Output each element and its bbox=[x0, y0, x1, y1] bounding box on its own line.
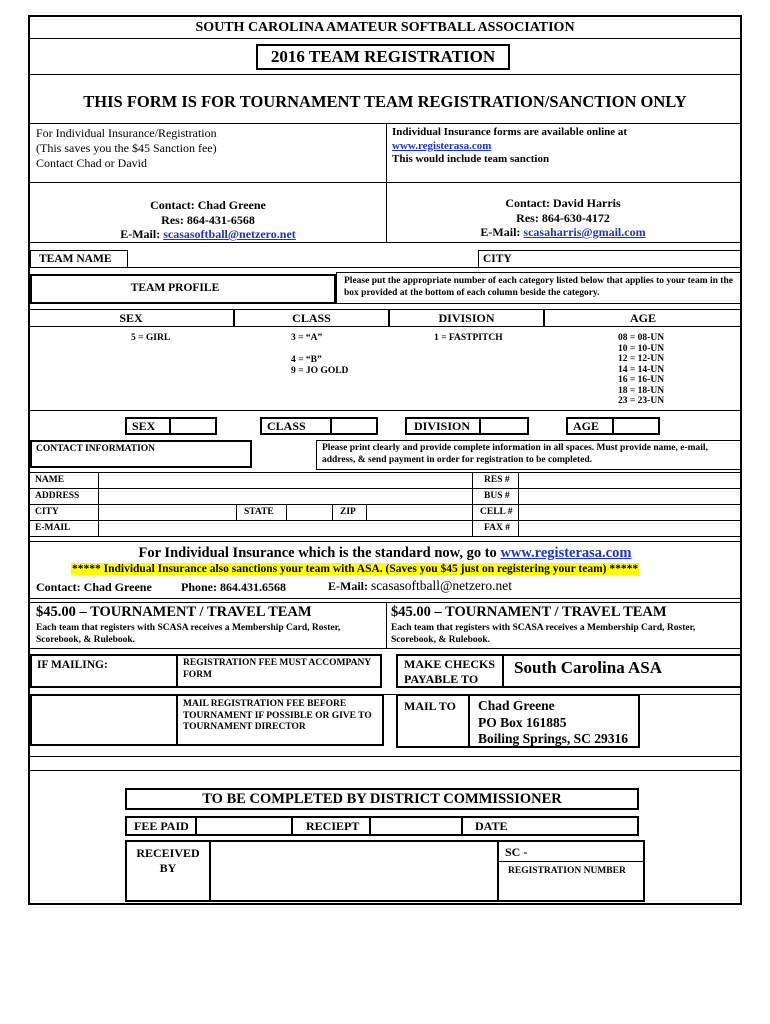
divider bbox=[30, 598, 740, 599]
form-purpose: THIS FORM IS FOR TOURNAMENT TEAM REGISTRATION/SANCTION ONLY bbox=[83, 92, 687, 111]
city-field-label: CITY bbox=[35, 507, 59, 517]
insurance-highlight: ***** Individual Insurance also sanctions your team with ASA. (Saves you $45 just on registering your team) ***** bbox=[72, 563, 639, 575]
contact-chad bbox=[30, 198, 386, 242]
fee-title-left: $45.00 – TOURNAMENT / TRAVEL TEAM bbox=[36, 604, 312, 620]
divider bbox=[30, 770, 740, 771]
info-line: (This saves you the $45 Sanction fee) bbox=[36, 141, 217, 155]
cell-label: CELL # bbox=[480, 507, 513, 517]
class-entry-label: CLASS bbox=[260, 417, 332, 435]
state-label: STATE bbox=[244, 507, 274, 517]
divider bbox=[332, 504, 333, 520]
divider bbox=[386, 602, 387, 648]
option: 14 = 14-UN bbox=[618, 364, 665, 375]
commissioner-title: TO BE COMPLETED BY DISTRICT COMMISSIONER bbox=[202, 791, 562, 807]
divider bbox=[286, 504, 287, 520]
fee-paid-input[interactable] bbox=[195, 816, 293, 836]
header-sex: SEX bbox=[28, 309, 234, 327]
sex-options bbox=[131, 333, 170, 344]
email-label: E-Mail: bbox=[328, 579, 371, 593]
option: 4 = “B” bbox=[291, 355, 322, 365]
address-line: PO Box 161885 bbox=[478, 714, 567, 730]
zip-input[interactable] bbox=[368, 505, 470, 519]
divider bbox=[386, 123, 387, 183]
association-title: SOUTH CAROLINA AMATEUR SOFTBALL ASSOCIATION bbox=[195, 20, 575, 35]
insurance-contact: Contact: Chad Greene bbox=[36, 580, 152, 594]
info-line: Individual Insurance forms are available online at bbox=[392, 126, 628, 138]
option: 08 = 08-UN bbox=[618, 333, 665, 343]
option: 12 = 12-UN bbox=[618, 354, 665, 364]
address-input[interactable] bbox=[100, 489, 470, 503]
insurance-phone: Phone: 864.431.6568 bbox=[181, 580, 286, 594]
divider bbox=[30, 38, 740, 39]
contact-phone: Res: 864-431-6568 bbox=[161, 212, 255, 227]
contact-name: Contact: David Harris bbox=[505, 196, 621, 210]
option: 3 = “A” bbox=[291, 333, 323, 343]
fee-desc-left: Each team that registers with SCASA receives a Membership Card, Roster, Scorebook, & Rulebook. bbox=[36, 623, 341, 645]
divider bbox=[30, 182, 740, 183]
divider bbox=[30, 410, 740, 411]
mail-to-label: MAIL TO bbox=[396, 694, 470, 748]
option: 16 = 16-UN bbox=[618, 375, 665, 385]
fee-title-right: $45.00 – TOURNAMENT / TRAVEL TEAM bbox=[391, 604, 667, 620]
divider bbox=[472, 472, 473, 536]
label-line: RECEIVED bbox=[136, 846, 200, 860]
email-link[interactable]: scasaharris@gmail.com bbox=[523, 225, 646, 239]
city-label: CITY bbox=[478, 250, 742, 268]
header-class: CLASS bbox=[234, 309, 389, 327]
division-entry-input[interactable] bbox=[479, 417, 529, 435]
divider bbox=[236, 504, 237, 520]
insurance-email-row bbox=[328, 578, 512, 594]
label-line: BY bbox=[159, 861, 177, 875]
contact-email-row bbox=[386, 225, 740, 240]
age-entry-input[interactable] bbox=[612, 417, 660, 435]
divider bbox=[30, 123, 740, 124]
division-entry-label: DIVISION bbox=[405, 417, 481, 435]
address-label: ADDRESS bbox=[35, 491, 80, 501]
profile-instructions: Please put the appropriate number of each category listed below that applies to your team in the box provided at the bottom of each column beside the category. bbox=[344, 276, 733, 298]
if-mailing-label: IF MAILING: bbox=[30, 654, 178, 688]
divider bbox=[30, 756, 740, 757]
header-division: DIVISION bbox=[389, 309, 544, 327]
email-field-label: E-MAIL bbox=[35, 523, 71, 533]
division-options bbox=[434, 333, 503, 344]
option: 1 = FASTPITCH bbox=[434, 333, 503, 343]
header-age: AGE bbox=[544, 309, 742, 327]
res-label: RES # bbox=[484, 475, 510, 485]
contact-info-label: CONTACT INFORMATION bbox=[30, 440, 252, 468]
fee-paid-label: FEE PAID bbox=[125, 816, 197, 836]
name-label: NAME bbox=[35, 475, 65, 485]
divider bbox=[30, 602, 740, 603]
divider bbox=[30, 648, 740, 649]
registerasa-link[interactable]: www.registerasa.com bbox=[500, 545, 632, 561]
age-options bbox=[618, 333, 664, 407]
contact-email-row bbox=[30, 227, 386, 242]
divider bbox=[518, 472, 519, 536]
mailing-address bbox=[468, 694, 640, 748]
option: 9 = JO GOLD bbox=[291, 366, 349, 376]
option: 23 = 23-UN bbox=[618, 396, 665, 406]
info-line: For Individual Insurance/Registration bbox=[36, 126, 217, 140]
divider bbox=[98, 472, 99, 536]
option: 5 = GIRL bbox=[131, 333, 171, 343]
receipt-input[interactable] bbox=[369, 816, 463, 836]
divider bbox=[30, 541, 740, 542]
received-by-label bbox=[125, 846, 211, 876]
divider bbox=[30, 536, 740, 537]
payee: South Carolina ASA bbox=[502, 654, 742, 688]
fax-input[interactable] bbox=[520, 521, 738, 535]
bus-input[interactable] bbox=[520, 489, 738, 503]
team-name-label: TEAM NAME bbox=[30, 250, 128, 268]
info-line: This would include team sanction bbox=[392, 153, 550, 165]
divider bbox=[128, 267, 478, 268]
registration-number-label: REGISTRATION NUMBER bbox=[508, 866, 626, 876]
state-input[interactable] bbox=[288, 505, 330, 519]
individual-insurance-note bbox=[36, 126, 217, 171]
make-checks-label: MAKE CHECKS PAYABLE TO bbox=[396, 654, 504, 688]
contact-phone: Res: 864-630-4172 bbox=[516, 210, 610, 225]
insurance-email: scasasoftball@netzero.net bbox=[371, 578, 512, 593]
contact-name: Contact: Chad Greene bbox=[150, 198, 266, 212]
divider bbox=[497, 861, 643, 862]
email-label: E-Mail: bbox=[480, 225, 524, 239]
zip-label: ZIP bbox=[340, 507, 356, 517]
sc-label: SC - bbox=[505, 845, 528, 859]
city-field-input[interactable] bbox=[100, 505, 234, 519]
registration-fee-note: REGISTRATION FEE MUST ACCOMPANY FORM bbox=[176, 654, 382, 688]
contact-info-instructions: Please print clearly and provide complete information in all spaces. Must provide name, e-mail, address, & send payment in order for registration to be completed. bbox=[316, 440, 742, 470]
class-entry-input[interactable] bbox=[330, 417, 378, 435]
received-by-input[interactable] bbox=[209, 840, 499, 902]
divider bbox=[30, 74, 740, 75]
mail-left-box bbox=[30, 694, 178, 746]
address-line: Boiling Springs, SC 29316 bbox=[478, 731, 629, 746]
option: 10 = 10-UN bbox=[618, 343, 665, 354]
team-name-input[interactable] bbox=[130, 250, 475, 267]
email-input[interactable] bbox=[100, 521, 470, 535]
option: 18 = 18-UN bbox=[618, 385, 665, 396]
sex-entry-input[interactable] bbox=[169, 417, 217, 435]
insurance-online-note bbox=[392, 126, 627, 167]
divider bbox=[30, 242, 740, 243]
bus-label: BUS # bbox=[484, 491, 510, 501]
age-entry-label: AGE bbox=[566, 417, 614, 435]
receipt-label: RECIEPT bbox=[291, 816, 371, 836]
email-label: E-Mail: bbox=[120, 227, 164, 241]
fee-desc-right: Each team that registers with SCASA receives a Membership Card, Roster, Scorebook, & Rulebook. bbox=[391, 623, 696, 645]
fax-label: FAX # bbox=[484, 523, 510, 533]
city-input[interactable] bbox=[530, 250, 735, 267]
email-link[interactable]: scasasoftball@netzero.net bbox=[163, 227, 296, 241]
cell-input[interactable] bbox=[520, 505, 738, 519]
info-line: Contact Chad or David bbox=[36, 156, 147, 170]
divider bbox=[366, 504, 367, 520]
registration-title: 2016 TEAM REGISTRATION bbox=[256, 44, 510, 70]
insurance-line bbox=[28, 545, 742, 562]
spacer bbox=[291, 344, 348, 355]
class-options bbox=[291, 333, 348, 377]
insurance-text: For Individual Insurance which is the standard now, go to bbox=[138, 545, 501, 561]
name-input[interactable] bbox=[100, 473, 470, 487]
address-line: Chad Greene bbox=[478, 698, 555, 713]
registerasa-link[interactable]: www.registerasa.com bbox=[392, 139, 492, 152]
sex-entry-label: SEX bbox=[125, 417, 171, 435]
mail-before-note: MAIL REGISTRATION FEE BEFORE TOURNAMENT IF POSSIBLE OR GIVE TO TOURNAMENT DIRECTOR bbox=[176, 694, 384, 746]
team-profile-label: TEAM PROFILE bbox=[130, 282, 220, 294]
date-label: DATE bbox=[461, 816, 639, 836]
contact-david bbox=[386, 196, 740, 240]
res-input[interactable] bbox=[520, 473, 738, 487]
